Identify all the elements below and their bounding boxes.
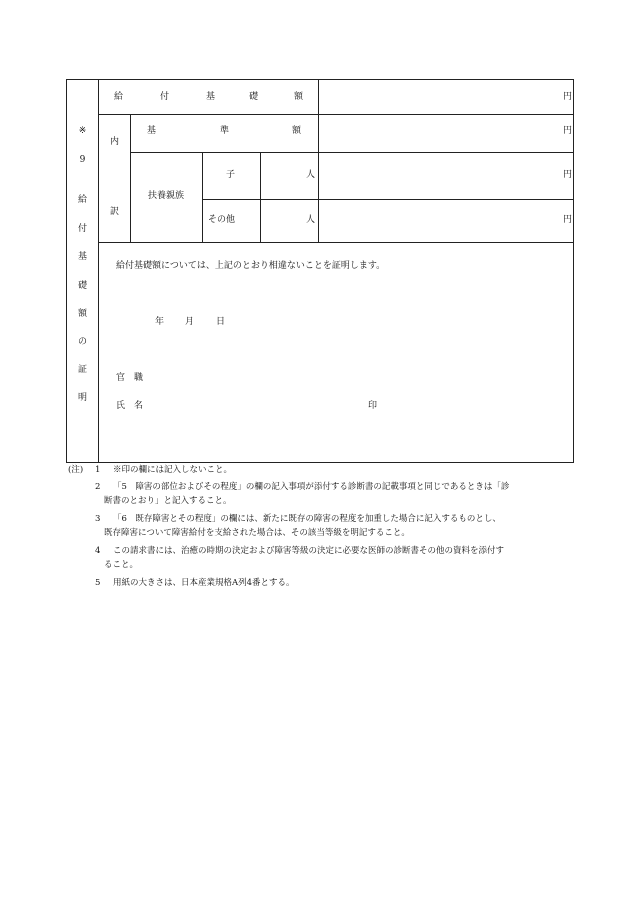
row1-yen-unit: 円: [563, 92, 573, 102]
note-line: 「6 既存障害とその程度」の欄には、新たに既存の障害の程度を加重した場合に記入するものとし、: [113, 514, 501, 524]
other-count-unit: 人: [306, 215, 316, 225]
side-char: 証: [77, 365, 87, 375]
breakdown-label-char: 訳: [110, 207, 120, 217]
row1-bottom-line: [98, 114, 574, 115]
child-label: 子: [226, 170, 236, 180]
dependents-divider: [202, 152, 203, 242]
note-number: 5: [95, 578, 101, 588]
row2-label-char: 基: [147, 126, 157, 136]
official-title-label: 官 職: [116, 373, 144, 383]
child-bottom-line: [202, 199, 574, 200]
breakdown-divider: [130, 114, 131, 242]
side-number: 9: [79, 155, 86, 165]
breakdown-label-char: 内: [110, 137, 120, 147]
breakdown-bottom-line: [98, 242, 574, 243]
row1-label-char: 給: [114, 92, 124, 102]
date-month: 月: [185, 317, 195, 327]
note-line: ※印の欄には記入しないこと。: [113, 465, 233, 475]
row1-label-char: 付: [160, 92, 170, 102]
certification-statement: 給付基礎額については、上記のとおり相違ないことを証明します。: [116, 261, 386, 271]
note-line: 「5 障害の部位およびその程度」の欄の記入事項が添付する診断書の記載事項と同じであるときは「診: [113, 482, 510, 492]
date-day: 日: [216, 317, 226, 327]
side-char: の: [77, 337, 87, 347]
side-char: 付: [77, 224, 87, 234]
date-year: 年: [155, 317, 165, 327]
amount-divider: [318, 80, 319, 242]
name-label: 氏 名: [116, 401, 144, 411]
child-count-unit: 人: [306, 170, 316, 180]
other-yen-unit: 円: [563, 215, 573, 225]
note-line: 既存障害について障害給付を支給された場合は、その該当等級を明記すること。: [104, 528, 410, 538]
benefit-base-certification-form: [66, 79, 574, 463]
side-mark: ※: [78, 126, 87, 136]
dependents-label: 扶養親族: [148, 191, 185, 201]
child-yen-unit: 円: [563, 170, 573, 180]
seal-mark: 印: [368, 401, 378, 411]
side-char: 明: [77, 393, 87, 403]
other-label: その他: [208, 215, 236, 225]
note-line: 断書のとおり」と記入すること。: [104, 496, 232, 506]
note-number: 4: [95, 546, 101, 556]
note-number: 3: [95, 514, 101, 524]
note-line: この請求書には、治癒の時期の決定および障害等級の決定に必要な医師の診断書その他の資料を添付す: [113, 546, 505, 556]
note-number: 1: [95, 465, 101, 475]
side-char: 礎: [77, 281, 87, 291]
side-char: 額: [77, 309, 87, 319]
notes-prefix: (注): [68, 465, 84, 475]
row2-bottom-line: [130, 152, 574, 153]
row1-label-char: 基: [206, 92, 216, 102]
row1-label-char: 礎: [249, 92, 259, 102]
side-divider: [98, 80, 99, 463]
side-label: [67, 80, 98, 463]
row2-label-char: 準: [220, 126, 230, 136]
count-divider: [260, 152, 261, 242]
side-char: 給: [77, 195, 87, 205]
row2-label-char: 額: [292, 126, 302, 136]
side-char: 基: [77, 252, 87, 262]
note-number: 2: [95, 482, 101, 492]
note-line: 用紙の大きさは、日本産業規格A列4番とする。: [113, 578, 295, 588]
row2-yen-unit: 円: [563, 126, 573, 136]
note-line: ること。: [104, 560, 139, 570]
row1-label-char: 額: [294, 92, 304, 102]
